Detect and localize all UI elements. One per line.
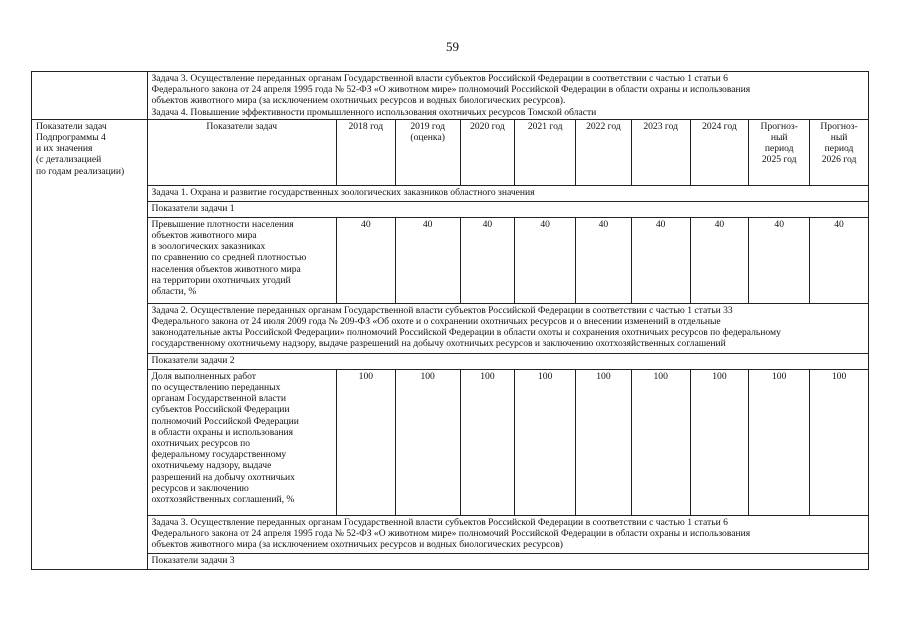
label-line: федеральному государственному [151, 449, 287, 461]
left-label-line: (с детализацией [36, 154, 102, 166]
header-line: 2019 год [410, 120, 445, 132]
table-row [32, 553, 869, 569]
label-line: по осуществлению переданных [151, 382, 281, 394]
left-label-line: по годам реализации) [36, 165, 125, 177]
table-row [32, 353, 869, 369]
label-line: ресурсов и заключению [151, 482, 249, 494]
row1-value-2021: 40 [515, 217, 576, 303]
label-line: по сравнению со средней плотностью [151, 252, 307, 264]
label-line: субъектов Российской Федерации [151, 404, 290, 416]
row1-value-2026: 40 [810, 217, 869, 303]
row2-label [147, 369, 336, 515]
label-line: Доля выполненных работ [151, 370, 256, 382]
header-2022: 2022 год [576, 119, 632, 185]
row2-value-2026: 100 [810, 369, 869, 515]
table-row [32, 201, 869, 217]
row1-value-2025: 40 [749, 217, 810, 303]
table-row [32, 217, 869, 303]
table-row [32, 185, 869, 201]
text-line: Федерального закона от 24 апреля 1995 года № 52-ФЗ «О животном мире» полномочий Российской Федерации в области охраны и использования [151, 84, 751, 96]
table-row [32, 369, 869, 515]
left-label-line: и их значения [36, 143, 93, 155]
row2-value-2019: 100 [395, 369, 460, 515]
table-row [32, 303, 869, 353]
label-line: полномочий Российской Федерации [151, 415, 299, 427]
header-line: период [764, 143, 794, 155]
label-line: охотничьему надзору, выдаче [151, 460, 272, 472]
task3-title [147, 515, 869, 553]
header-line: период [824, 143, 854, 155]
task1-indicators: Показатели задачи 1 [147, 201, 869, 217]
row2-value-2024: 100 [690, 369, 749, 515]
page-number: 59 [446, 39, 459, 54]
row2-value-2021: 100 [515, 369, 576, 515]
label-line: в области охраны и использования [151, 426, 294, 438]
task3-indicators: Показатели задачи 3 [147, 553, 869, 569]
header-line: (оценка) [410, 132, 445, 144]
text-line: государственному охотничьему надзору, выдаче разрешений на добычу охотничьих ресурсов и заключению охотхозяйственных соглашений [151, 338, 726, 350]
left-label-cell [32, 119, 148, 569]
table-row [32, 72, 869, 120]
header-line: 2026 год [821, 154, 857, 166]
header-2025 [749, 119, 810, 185]
header-line: 2025 год [761, 154, 797, 166]
task2-indicators: Показатели задачи 2 [147, 353, 869, 369]
header-2020: 2020 год [460, 119, 515, 185]
row2-value-2023: 100 [631, 369, 690, 515]
header-line: Прогноз- [820, 120, 858, 132]
row2-value-2020: 100 [460, 369, 515, 515]
header-line: ный [770, 132, 788, 144]
row2-value-2025: 100 [749, 369, 810, 515]
row1-label [147, 217, 336, 303]
row1-value-2024: 40 [690, 217, 749, 303]
label-line: области, % [151, 286, 197, 298]
text-line: Задача 3. Осуществление переданных органам Государственной власти субъектов Российской Федерации в соответствии с частью 1 статьи 6 [151, 516, 728, 528]
row1-value-2023: 40 [631, 217, 690, 303]
label-line: населения объектов животного мира [151, 263, 301, 275]
row1-value-2018: 40 [336, 217, 395, 303]
label-line: охотничьих ресурсов по [151, 438, 251, 450]
header-2023: 2023 год [631, 119, 690, 185]
table-row [32, 515, 869, 553]
left-label-line: Подпрограммы 4 [36, 132, 106, 144]
header-2024: 2024 год [690, 119, 749, 185]
task1-title: Задача 1. Охрана и развитие государственных зоологических заказников областного значения [147, 185, 869, 201]
header-line: ный [830, 132, 848, 144]
row1-value-2020: 40 [460, 217, 515, 303]
header-2019 [395, 119, 460, 185]
text-line: объектов животного мира (за исключением охотничьих ресурсов и водных биологических ресурсов) [151, 539, 563, 551]
label-line: охотхозяйственных соглашений, % [151, 494, 295, 506]
label-line: в зоологических заказниках [151, 241, 266, 253]
label-line: Превышение плотности населения [151, 218, 294, 230]
row2-value-2018: 100 [336, 369, 395, 515]
row1-value-2019: 40 [395, 217, 460, 303]
header-2021: 2021 год [515, 119, 576, 185]
label-line: разрешений на добычу охотничьих [151, 471, 295, 483]
text-line: Задача 4. Повышение эффективности промышленного использования охотничьих ресурсов Томской области [151, 106, 597, 118]
row1-value-2022: 40 [576, 217, 632, 303]
header-2026 [810, 119, 869, 185]
label-line: органам Государственной власти [151, 393, 286, 405]
indicators-table [31, 71, 869, 570]
text-line: объектов животного мира (за исключением охотничьих ресурсов и водных биологических ресурсов). [151, 95, 566, 107]
left-label-line: Показатели задач [36, 120, 107, 132]
top-task3-text [147, 72, 869, 120]
label-line: на территории охотничьих угодий [151, 274, 291, 286]
text-line: Задача 3. Осуществление переданных органам Государственной власти субъектов Российской Федерации в соответствии с частью 1 статьи 6 [151, 73, 728, 84]
left-blank-cell [32, 72, 148, 120]
header-row [32, 119, 869, 185]
task2-title [147, 303, 869, 353]
label-line: объектов животного мира [151, 230, 257, 242]
header-line: Прогноз- [760, 120, 798, 132]
header-indicator: Показатели задач [147, 119, 336, 185]
text-line: Федерального закона от 24 апреля 1995 года № 52-ФЗ «О животном мире» полномочий Российской Федерации в области охраны и использования [151, 528, 751, 540]
text-line: Задача 2. Осуществление переданных органам Государственной власти субъектов Российской Федерации в соответствии с частью 1 статьи 33 [151, 304, 733, 316]
text-line: законодательные акты Российской Федерации» полномочий Российской Федерации в области охоты и сохранения охотничьих ресурсов по федеральному [151, 327, 781, 339]
header-2018: 2018 год [336, 119, 395, 185]
text-line: Федерального закона от 24 июля 2009 года № 209-ФЗ «Об охоте и о сохранении охотничьих ресурсов и о внесении изменений в отдельные [151, 316, 721, 328]
row2-value-2022: 100 [576, 369, 632, 515]
